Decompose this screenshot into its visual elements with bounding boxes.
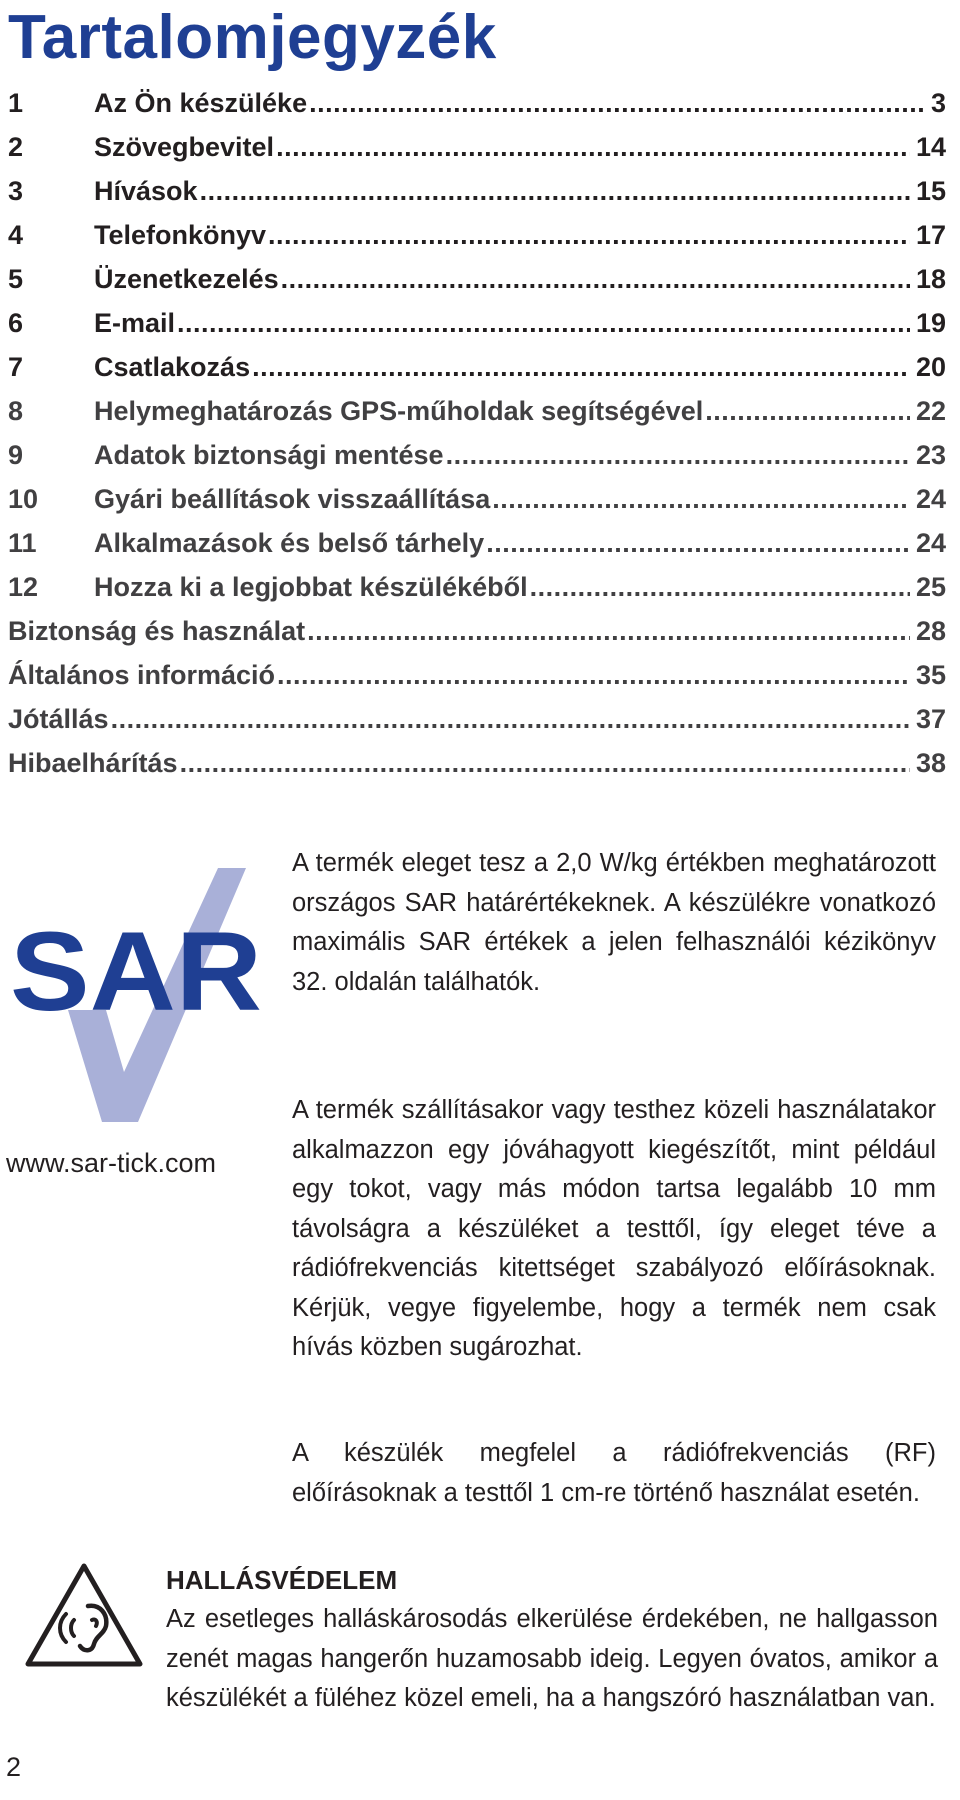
toc-entry-label: Szövegbevitel: [94, 132, 275, 162]
toc-entry-page: 25: [915, 572, 946, 602]
toc-entry[interactable]: [8, 738, 946, 788]
toc-entry-label: Általános információ: [8, 660, 276, 690]
toc-entry-number: 8: [8, 396, 24, 426]
toc-entry-page: 17: [915, 220, 946, 250]
ear-warning-icon: [22, 1560, 146, 1672]
toc-entry[interactable]: [8, 650, 946, 700]
toc-entry-page: 20: [915, 352, 946, 382]
toc-entry-page: 37: [915, 704, 946, 734]
toc-leader-dots: [111, 694, 910, 744]
toc-entry-page: 14: [915, 132, 946, 162]
toc-entry-page: 19: [915, 308, 946, 338]
toc-entry[interactable]: [8, 430, 946, 480]
toc-entry-label: Hívások: [94, 176, 198, 206]
toc-entry-page: 15: [915, 176, 946, 206]
toc-leader-dots: [492, 474, 910, 524]
toc-entry[interactable]: [8, 386, 946, 436]
toc-leader-dots: [200, 166, 910, 216]
toc-entry-page: 18: [915, 264, 946, 294]
sar-url[interactable]: www.sar-tick.com: [6, 1148, 217, 1178]
toc-entry-label: Az Ön készüléke: [94, 88, 308, 118]
toc-entry-label: Biztonság és használat: [8, 616, 306, 646]
toc-leader-dots: [309, 78, 925, 128]
toc-entry-number: 2: [8, 132, 24, 162]
toc-leader-dots: [252, 342, 910, 392]
toc-entry-page: 28: [915, 616, 946, 646]
toc-entry-label: Csatlakozás: [94, 352, 251, 382]
toc-entry-page: 35: [915, 660, 946, 690]
toc-leader-dots: [486, 518, 910, 568]
toc-leader-dots: [177, 298, 910, 348]
toc-entry-label: Helymeghatározás GPS-műholdak segítségével: [94, 396, 704, 426]
toc-entry-number: 11: [8, 528, 37, 558]
toc-leader-dots: [705, 386, 910, 436]
hearing-protection-title: HALLÁSVÉDELEM: [166, 1565, 398, 1595]
toc-entry[interactable]: [8, 606, 946, 656]
toc-entry-number: 1: [8, 88, 24, 118]
toc-entry-label: Jótállás: [8, 704, 109, 734]
toc-leader-dots: [180, 738, 910, 788]
toc-entry[interactable]: [8, 518, 946, 568]
toc-entry-page: 24: [915, 528, 946, 558]
toc-entry-number: 9: [8, 440, 24, 470]
toc-entry-page: 22: [915, 396, 946, 426]
toc-entry[interactable]: [8, 562, 946, 612]
toc-entry[interactable]: [8, 254, 946, 304]
toc-entry[interactable]: [8, 694, 946, 744]
sar-logo-text: SAR: [10, 909, 262, 1034]
toc-entry-label: Adatok biztonsági mentése: [94, 440, 444, 470]
hearing-protection-text: Az esetleges halláskárosodás elkerülése érdekében, ne hallgasson zenét magas hangerőn huzamosabb ideig. Legyen óvatos, amikor a készülékét a füléhez közel emeli, ha a hangszóró használatban van.: [166, 1605, 938, 1712]
toc-entry[interactable]: [8, 210, 946, 260]
toc-entry-number: 10: [8, 484, 39, 514]
sar-tick-logo: [6, 860, 268, 1130]
toc-entry-number: 3: [8, 176, 24, 206]
toc-leader-dots: [276, 122, 910, 172]
toc-entry-page: 38: [915, 748, 946, 778]
toc-leader-dots: [268, 210, 910, 260]
toc-entry-number: 12: [8, 572, 39, 602]
toc-leader-dots: [446, 430, 910, 480]
toc-entry[interactable]: [8, 122, 946, 172]
toc-entry[interactable]: [8, 474, 946, 524]
toc-entry-label: Gyári beállítások visszaállítása: [94, 484, 491, 514]
page-number: 2: [6, 1752, 22, 1782]
toc-entry-number: 6: [8, 308, 24, 338]
toc-entry[interactable]: [8, 298, 946, 348]
toc-entry[interactable]: [8, 78, 946, 128]
toc-leader-dots: [307, 606, 910, 656]
toc-entry-page: 24: [915, 484, 946, 514]
toc-entry-label: Hibaelhárítás: [8, 748, 178, 778]
page-title: Tartalomjegyzék: [8, 3, 497, 72]
toc-entry-number: 5: [8, 264, 24, 294]
toc-entry-label: Telefonkönyv: [94, 220, 267, 250]
toc-leader-dots: [530, 562, 910, 612]
toc-entry[interactable]: [8, 166, 946, 216]
toc-entry-label: Hozza ki a legjobbat készülékéből: [94, 572, 528, 602]
toc-entry-label: E-mail: [94, 308, 176, 338]
toc-entry[interactable]: [8, 342, 946, 392]
toc-leader-dots: [281, 254, 910, 304]
toc-entry-page: 23: [915, 440, 946, 470]
toc-entry-page: 3: [930, 88, 946, 118]
sar-paragraph: A termék eleget tesz a 2,0 W/kg értékben meghatározott országos SAR határértékeknek. A készülékre vonatkozó maximális SAR értékek a jelen felhasználói kézikönyv 32. oldalán találhatók.: [292, 849, 936, 996]
toc-entry-number: 4: [8, 220, 24, 250]
toc-entry-number: 7: [8, 352, 24, 382]
toc-leader-dots: [277, 650, 910, 700]
sar-paragraph: A készülék megfelel a rádiófrekvenciás (RF) előírásoknak a testtől 1 cm-re történő használat esetén.: [292, 1439, 936, 1507]
toc-entry-label: Alkalmazások és belső tárhely: [94, 528, 485, 558]
sar-paragraph: A termék szállításakor vagy testhez közeli használatakor alkalmazzon egy jóváhagyott kiegészítőt, mint például egy tokot, vagy más módon tartsa legalább 10 mm távolságra a készüléket a testtől, így eleget téve a rádiófrekvenciás kitettséget szabályozó előírásoknak. Kérjük, vegye figyelembe, hogy a termék nem csak hívás közben sugározhat.: [292, 1096, 936, 1361]
toc-entry-label: Üzenetkezelés: [94, 264, 279, 294]
